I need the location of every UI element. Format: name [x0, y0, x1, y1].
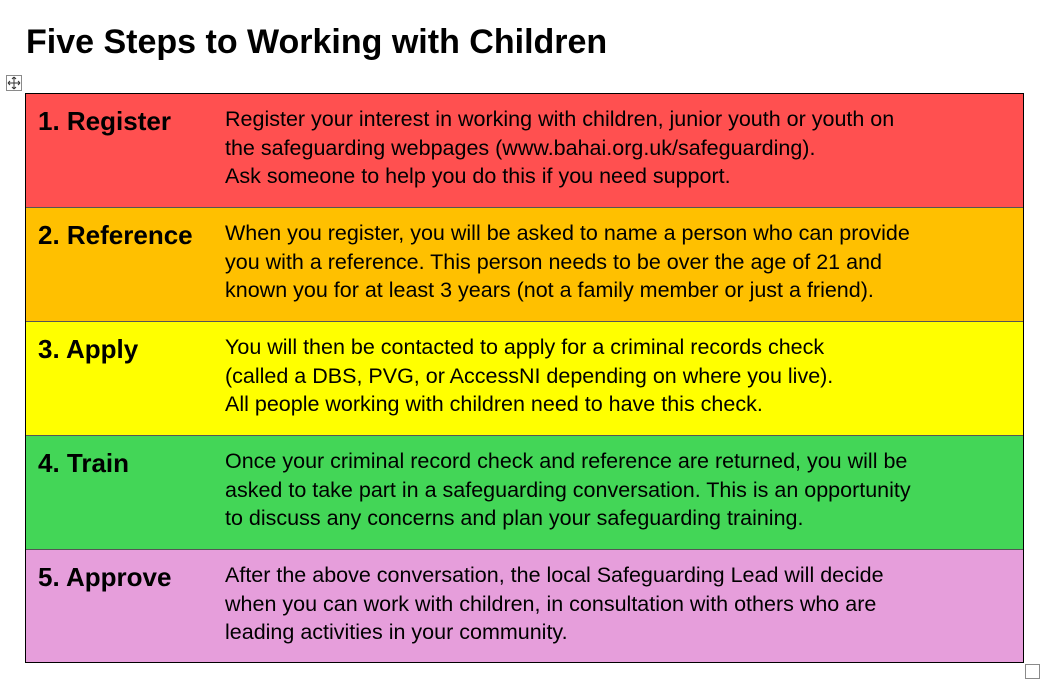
step-text-line: (called a DBS, PVG, or AccessNI depending on where you live). [225, 363, 834, 388]
step-text-line: Register your interest in working with children, junior youth or youth on [225, 107, 895, 131]
step-description [225, 561, 1020, 647]
step-text-line: You will then be contacted to apply for a criminal records check [225, 335, 825, 359]
step-row-reference [26, 208, 1023, 322]
step-text-line: leading activities in your community. [225, 620, 568, 644]
step-description [225, 447, 1020, 533]
step-text-line: to discuss any concerns and plan your safeguarding training. [225, 506, 804, 530]
step-description [225, 333, 1020, 419]
step-row-apply [26, 322, 1023, 436]
table-move-handle-icon[interactable] [6, 75, 22, 91]
table-resize-handle-icon[interactable] [1025, 664, 1040, 679]
step-title: 2. Reference [38, 220, 193, 250]
step-text-line: Once your criminal record check and reference are returned, you will be [225, 449, 908, 473]
step-row-train [26, 436, 1023, 550]
step-text-line: All people working with children need to have this check. [225, 392, 763, 416]
step-title: 5. Approve [38, 562, 172, 592]
step-text-line: known you for at least 3 years (not a family member or just a friend). [225, 278, 874, 302]
step-title: 1. Register [38, 106, 171, 136]
step-description [225, 105, 1020, 191]
page-title: Five Steps to Working with Children [26, 23, 608, 61]
step-row-approve [26, 550, 1023, 662]
step-text-line: After the above conversation, the local Safeguarding Lead will decide [225, 563, 884, 587]
step-title: 4. Train [38, 448, 130, 478]
step-text-line: when you can work with children, in consultation with others who are [225, 591, 877, 616]
step-title: 3. Apply [38, 334, 139, 364]
step-text-line: When you register, you will be asked to name a person who can provide [225, 221, 910, 245]
step-text-line: you with a reference. This person needs to be over the age of 21 and [225, 249, 882, 274]
steps-table [25, 93, 1024, 663]
step-text-line: Ask someone to help you do this if you need support. [225, 164, 731, 188]
step-text-line: asked to take part in a safeguarding conversation. This is an opportunity [225, 477, 911, 502]
step-text-line: the safeguarding webpages (www.bahai.org.uk/safeguarding). [225, 135, 816, 160]
step-description [225, 219, 1020, 305]
step-row-register [26, 94, 1023, 208]
